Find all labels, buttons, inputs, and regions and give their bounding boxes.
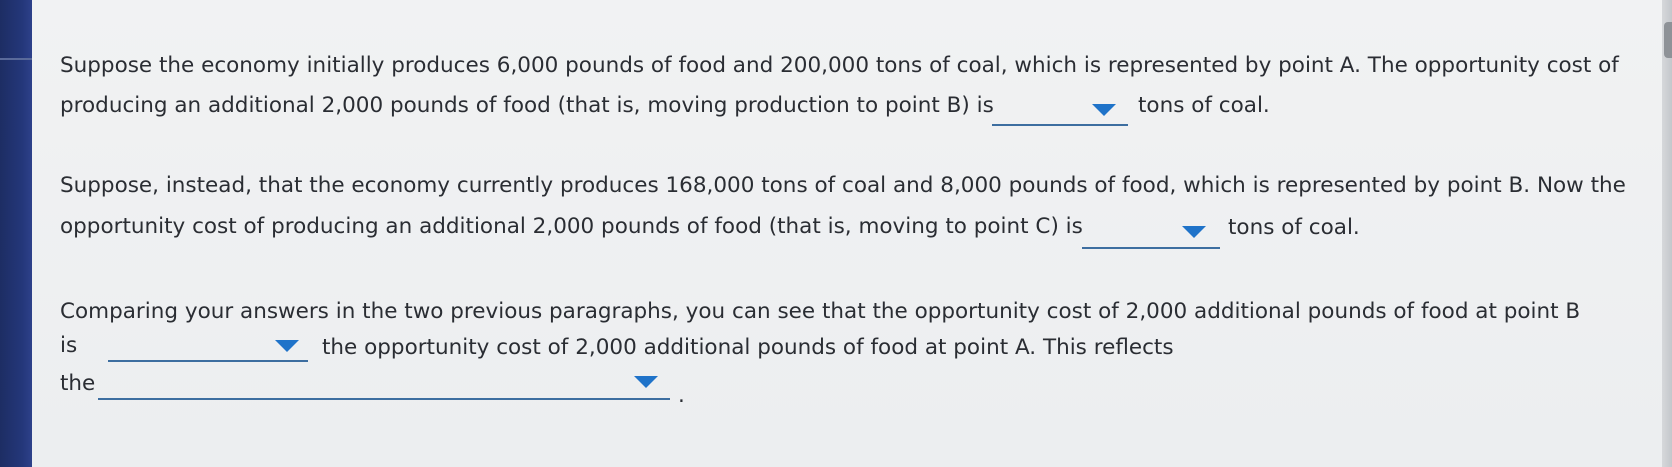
comparison-dropdown[interactable] bbox=[108, 330, 308, 370]
dropdown-underline bbox=[1082, 247, 1220, 249]
reflects-dropdown[interactable] bbox=[98, 368, 670, 412]
paragraph3-line2-rest: the opportunity cost of 2,000 additional pounds of food at point A. This reflects bbox=[322, 335, 1174, 360]
caret-down-icon[interactable] bbox=[634, 376, 658, 388]
scrollbar-thumb[interactable] bbox=[1664, 22, 1672, 58]
caret-down-icon[interactable] bbox=[1182, 226, 1206, 238]
paragraph1-line2-text: producing an additional 2,000 pounds of food (that is, moving production to point B) is bbox=[60, 93, 994, 118]
paragraph1-unit: tons of coal. bbox=[1138, 93, 1270, 118]
opportunity-cost-b-dropdown[interactable] bbox=[1082, 212, 1220, 252]
paragraph2-line2-text: opportunity cost of producing an additional 2,000 pounds of food (that is, moving to point C) is bbox=[60, 214, 1083, 239]
caret-down-icon[interactable] bbox=[275, 340, 299, 352]
paragraph3-line1: Comparing your answers in the two previous paragraphs, you can see that the opportunity cost of 2,000 additional pounds of food at point B bbox=[60, 299, 1581, 324]
paragraph3-period: . bbox=[678, 383, 685, 408]
dropdown-underline bbox=[992, 124, 1128, 126]
question-panel bbox=[32, 0, 1662, 467]
paragraph1-line1: Suppose the economy initially produces 6,000 pounds of food and 200,000 tons of coal, which is represented by point A. The opportunity cost of bbox=[60, 53, 1619, 78]
caret-down-icon[interactable] bbox=[1092, 104, 1116, 116]
opportunity-cost-a-dropdown[interactable] bbox=[992, 90, 1128, 130]
left-sidebar bbox=[0, 0, 32, 467]
dropdown-underline bbox=[108, 360, 308, 362]
paragraph2-unit: tons of coal. bbox=[1228, 215, 1360, 240]
dropdown-underline bbox=[98, 398, 670, 400]
paragraph2-line1: Suppose, instead, that the economy currently produces 168,000 tons of coal and 8,000 pounds of food, which is represented by point B. Now the bbox=[60, 173, 1626, 198]
paragraph3-is: is bbox=[60, 333, 78, 358]
scrollbar-track[interactable] bbox=[1662, 0, 1672, 467]
paragraph3-the: the bbox=[60, 371, 96, 396]
